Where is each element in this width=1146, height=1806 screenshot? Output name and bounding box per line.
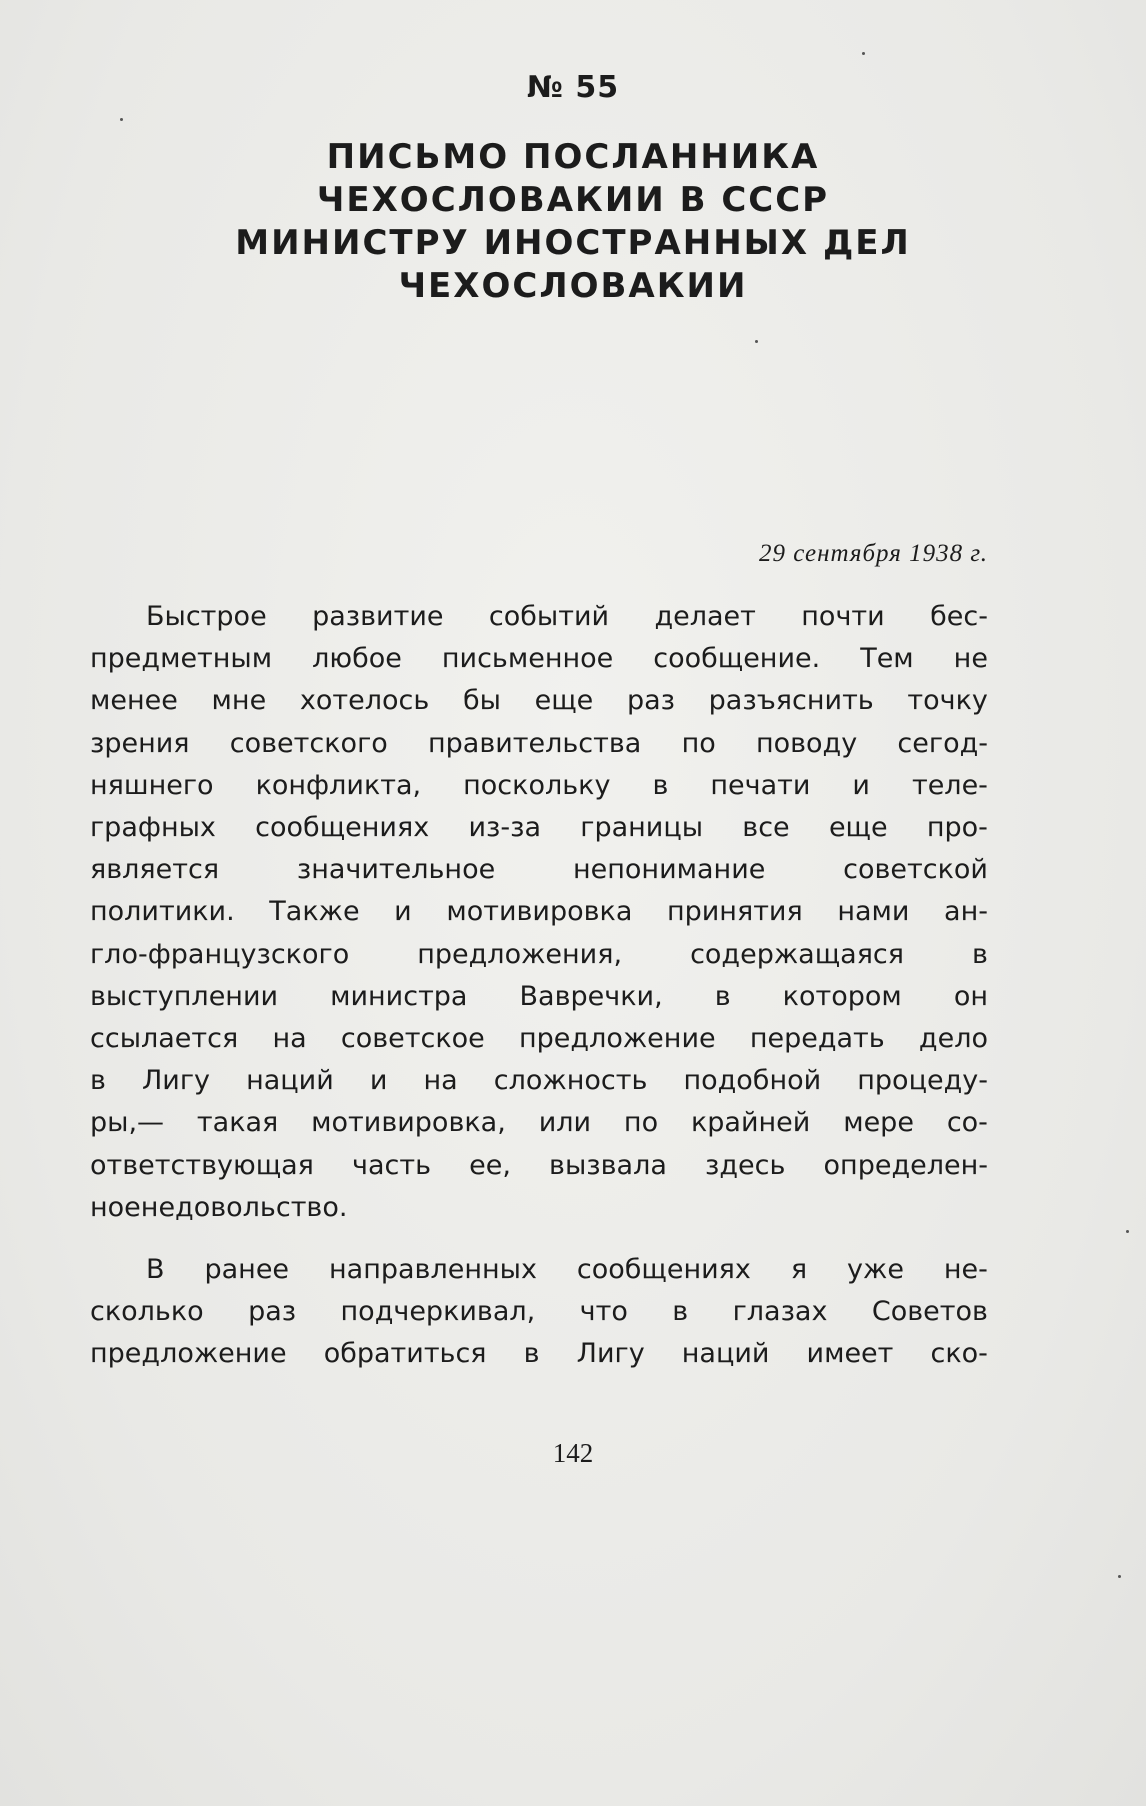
text-line: ответствующая часть ее, вызвала здесь определен-	[90, 1149, 988, 1181]
print-speck	[1118, 1575, 1121, 1578]
print-speck	[862, 52, 865, 55]
letter-body	[90, 596, 988, 1376]
text-line: графных сообщениях из-за границы все еще про-	[90, 812, 988, 844]
text-line: гло-французского предложения, содержащаяся в	[90, 938, 988, 970]
text-line: менее мне хотелось бы еще раз разъяснить точку	[90, 685, 988, 717]
page-number: 142	[552, 1438, 594, 1468]
paragraph	[90, 596, 988, 1229]
text-line: ное недовольство.	[90, 1191, 348, 1223]
text-line: ссылается на советское предложение передать дело	[90, 1023, 988, 1055]
document-number: № 55	[526, 70, 620, 105]
text-line: Быстрое развитие событий делает почти бес-	[146, 601, 988, 632]
text-line: предметным любое письменное сообщение. Тем не	[90, 643, 988, 675]
print-speck	[755, 340, 758, 343]
title-line: ЧЕХОСЛОВАКИИ В СССР	[316, 180, 830, 220]
text-line: ры,— такая мотивировка, или по крайней мере со-	[90, 1107, 988, 1139]
text-line: политики. Также и мотивировка принятия нами ан-	[90, 896, 988, 928]
text-line: является значительное непонимание советской	[90, 854, 988, 886]
document-title	[0, 136, 1146, 308]
paragraph-gap	[90, 1229, 988, 1249]
text-line: выступлении министра Вавречки, в котором он	[90, 980, 988, 1012]
text-line: няшнего конфликта, поскольку в печати и теле-	[90, 769, 988, 801]
title-line: МИНИСТРУ ИНОСТРАННЫХ ДЕЛ	[235, 223, 911, 263]
text-line: сколько раз подчеркивал, что в глазах Советов	[90, 1296, 988, 1328]
print-speck	[1126, 1230, 1129, 1233]
text-line: предложение обратиться в Лигу наций имеет ско-	[90, 1338, 988, 1370]
title-line: ПИСЬМО ПОСЛАННИКА	[326, 137, 820, 177]
text-line: зрения советского правительства по поводу сегод-	[90, 727, 988, 759]
paragraph	[90, 1249, 988, 1376]
print-speck	[120, 118, 123, 121]
text-line: в Лигу наций и на сложность подобной процеду-	[90, 1065, 988, 1097]
letter-date: 29 сентября 1938 г.	[758, 540, 988, 567]
text-line: В ранее направленных сообщениях я уже не-	[146, 1254, 988, 1286]
title-line: ЧЕХОСЛОВАКИИ	[398, 266, 748, 306]
